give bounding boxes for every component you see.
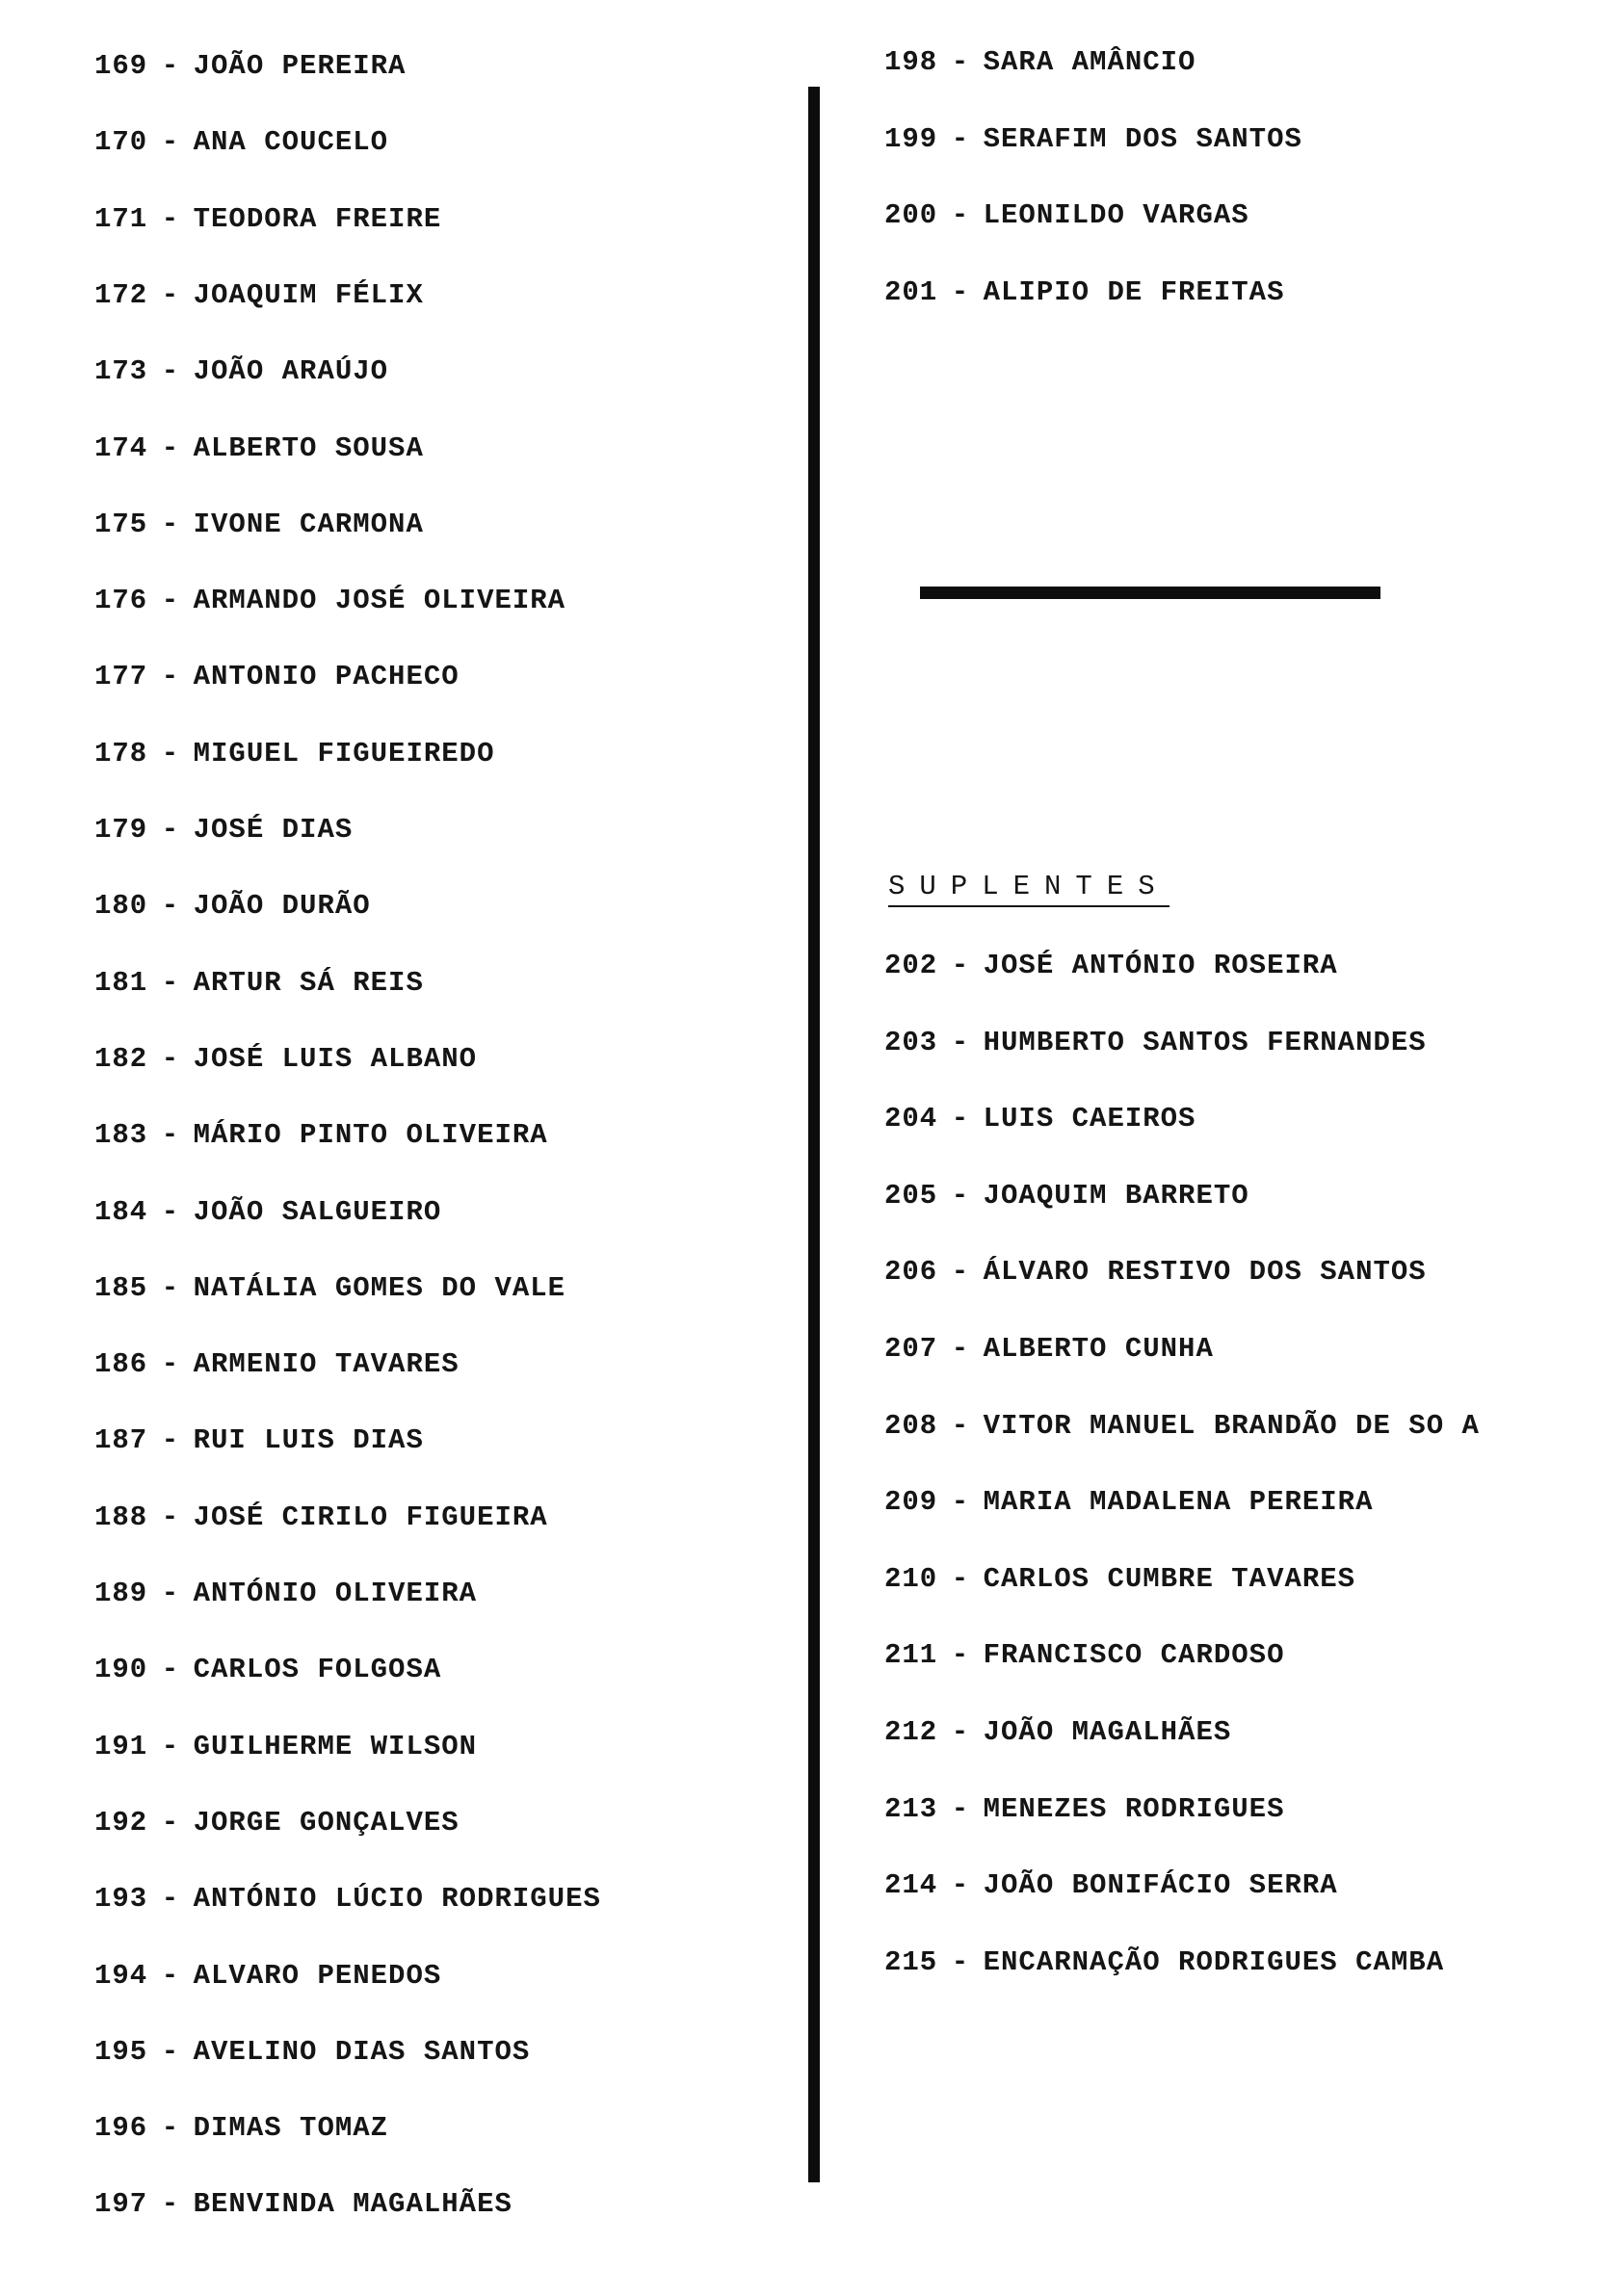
entry-number: 184 <box>94 1195 148 1228</box>
entry-separator: - <box>951 122 970 155</box>
entry-separator: - <box>161 2188 180 2221</box>
entry-name: JOÃO BONIFÁCIO SERRA <box>983 1869 1338 1902</box>
list-item <box>94 890 371 923</box>
list-item <box>884 1869 1338 1902</box>
entry-number: 173 <box>94 355 148 388</box>
entry-name: JOAQUIM FÉLIX <box>193 278 424 311</box>
entry-number: 215 <box>884 1945 938 1978</box>
entry-separator: - <box>161 1959 180 1992</box>
entry-name: SARA AMÂNCIO <box>983 46 1196 78</box>
list-item <box>884 1946 1444 1979</box>
list-item <box>884 199 1249 232</box>
entry-name: JOSÉ ANTÓNIO ROSEIRA <box>983 950 1338 981</box>
entry-name: CARLOS CUMBRE TAVARES <box>983 1562 1356 1595</box>
entry-separator: - <box>161 1195 180 1228</box>
entry-name: JOÃO DURÃO <box>193 890 371 923</box>
entry-number: 212 <box>884 1716 938 1748</box>
entry-separator: - <box>951 950 970 981</box>
entry-name: MARIA MADALENA PEREIRA <box>983 1486 1374 1519</box>
entry-number: 214 <box>884 1869 938 1902</box>
entry-number: 203 <box>884 1026 938 1058</box>
list-item <box>884 276 1284 309</box>
entry-name: AVELINO DIAS SANTOS <box>193 2035 531 2068</box>
entry-name: RUI LUIS DIAS <box>193 1424 424 1457</box>
entry-separator: - <box>161 202 180 235</box>
entry-separator: - <box>161 814 180 846</box>
list-item <box>94 509 424 541</box>
entry-name: JOAQUIM BARRETO <box>983 1179 1249 1212</box>
entry-number: 188 <box>94 1500 148 1533</box>
list-item <box>884 46 1196 79</box>
entry-name: ANA COUCELO <box>193 126 389 159</box>
entry-separator: - <box>161 1348 180 1381</box>
list-item <box>884 1716 1231 1749</box>
entry-separator: - <box>951 1179 970 1212</box>
entry-number: 210 <box>884 1562 938 1595</box>
entry-name: JOSÉ CIRILO FIGUEIRA <box>193 1500 548 1533</box>
entry-separator: - <box>161 1578 180 1609</box>
list-item <box>94 2188 512 2221</box>
list-item <box>94 1883 601 1916</box>
entry-name: MENEZES RODRIGUES <box>983 1792 1285 1825</box>
entry-name: NATÁLIA GOMES DO VALE <box>193 1271 566 1304</box>
entry-separator: - <box>161 1654 180 1686</box>
entry-name: TEODORA FREIRE <box>193 202 442 235</box>
entry-name: LUIS CAEIROS <box>983 1103 1196 1135</box>
entry-number: 181 <box>94 966 148 999</box>
list-item <box>884 1486 1374 1519</box>
list-item <box>94 967 424 1000</box>
entry-number: 202 <box>884 950 938 981</box>
entry-name: ANTÓNIO OLIVEIRA <box>193 1578 478 1609</box>
entry-separator: - <box>161 890 180 923</box>
list-item <box>94 279 424 312</box>
entry-name: MÁRIO PINTO OLIVEIRA <box>193 1119 548 1152</box>
entry-number: 189 <box>94 1578 148 1609</box>
entry-separator: - <box>951 199 970 231</box>
entry-number: 206 <box>884 1256 938 1289</box>
list-item <box>94 585 565 617</box>
entry-name: ALBERTO CUNHA <box>983 1333 1214 1365</box>
entry-number: 179 <box>94 814 148 846</box>
entry-number: 200 <box>884 199 938 231</box>
entry-number: 186 <box>94 1348 148 1381</box>
entry-separator: - <box>161 1042 180 1075</box>
entry-number: 170 <box>94 126 148 159</box>
list-item <box>884 1103 1196 1135</box>
list-item <box>884 1333 1214 1366</box>
suplentes-heading: SUPLENTES <box>888 871 1169 907</box>
entry-separator: - <box>951 1792 970 1825</box>
entry-separator: - <box>161 1424 180 1457</box>
list-item <box>94 2036 530 2069</box>
entry-separator: - <box>951 1333 970 1365</box>
entry-separator: - <box>161 661 180 693</box>
list-item <box>884 1027 1427 1059</box>
entry-name: ANTONIO PACHECO <box>193 661 460 693</box>
entry-number: 197 <box>94 2188 148 2221</box>
entry-separator: - <box>161 278 180 311</box>
entry-separator: - <box>161 1730 180 1762</box>
entry-name: IVONE CARMONA <box>193 508 424 540</box>
entry-separator: - <box>161 126 180 159</box>
list-item <box>94 1043 477 1076</box>
entry-separator: - <box>951 1409 970 1442</box>
entry-number: 199 <box>884 122 938 155</box>
entry-number: 205 <box>884 1179 938 1212</box>
entry-number: 180 <box>94 890 148 923</box>
entry-name: MIGUEL FIGUEIREDO <box>193 737 495 770</box>
entry-number: 208 <box>884 1409 938 1442</box>
entry-separator: - <box>951 1945 970 1978</box>
entry-number: 183 <box>94 1119 148 1152</box>
entry-separator: - <box>161 2035 180 2068</box>
entry-number: 190 <box>94 1654 148 1686</box>
list-item <box>94 1807 460 1839</box>
entry-name: BENVINDA MAGALHÃES <box>193 2188 512 2221</box>
entry-name: ALVARO PENEDOS <box>193 1959 442 1992</box>
entry-separator: - <box>161 1119 180 1152</box>
entry-separator: - <box>951 1256 970 1289</box>
list-item <box>884 1563 1355 1596</box>
entry-name: FRANCISCO CARDOSO <box>983 1639 1285 1672</box>
entry-name: ENCARNAÇÃO RODRIGUES CAMBA <box>983 1945 1445 1978</box>
entry-number: 187 <box>94 1424 148 1457</box>
entry-name: ANTÓNIO LÚCIO RODRIGUES <box>193 1883 601 1916</box>
entry-separator: - <box>951 1026 970 1058</box>
list-item <box>94 1501 548 1534</box>
entry-number: 182 <box>94 1042 148 1075</box>
entry-number: 196 <box>94 2112 148 2145</box>
list-item <box>94 50 406 83</box>
list-item <box>94 432 424 465</box>
entry-name: JOÃO PEREIRA <box>193 50 407 82</box>
entry-number: 185 <box>94 1271 148 1304</box>
entry-name: ALIPIO DE FREITAS <box>983 275 1285 308</box>
column-divider <box>808 87 820 2182</box>
entry-number: 174 <box>94 431 148 464</box>
entry-number: 176 <box>94 585 148 617</box>
entry-name: CARLOS FOLGOSA <box>193 1654 442 1686</box>
entry-number: 198 <box>884 46 938 78</box>
list-item <box>884 1180 1249 1213</box>
entry-number: 195 <box>94 2035 148 2068</box>
list-item <box>884 1639 1284 1672</box>
list-item <box>94 814 353 847</box>
entry-number: 213 <box>884 1792 938 1825</box>
entry-separator: - <box>161 1806 180 1839</box>
list-item <box>94 661 460 693</box>
entry-name: JOÃO SALGUEIRO <box>193 1195 442 1228</box>
entry-name: ARMANDO JOSÉ OLIVEIRA <box>193 585 566 617</box>
entry-name: ÁLVARO RESTIVO DOS SANTOS <box>983 1256 1427 1289</box>
list-item <box>884 950 1338 982</box>
list-item <box>94 1960 441 1993</box>
entry-number: 204 <box>884 1103 938 1135</box>
list-item <box>94 1654 441 1686</box>
entry-separator: - <box>161 1500 180 1533</box>
entry-separator: - <box>951 275 970 308</box>
entry-name: ARMENIO TAVARES <box>193 1348 460 1381</box>
entry-name: ALBERTO SOUSA <box>193 431 424 464</box>
list-item <box>94 1272 565 1305</box>
entry-name: JOSÉ DIAS <box>193 814 354 846</box>
entry-separator: - <box>951 1103 970 1135</box>
entry-name: JORGE GONÇALVES <box>193 1806 460 1839</box>
list-item <box>94 1348 460 1381</box>
entry-separator: - <box>161 431 180 464</box>
entry-separator: - <box>161 50 180 82</box>
entry-name: JOSÉ LUIS ALBANO <box>193 1042 478 1075</box>
entry-name: ARTUR SÁ REIS <box>193 966 424 999</box>
list-item <box>94 1424 424 1457</box>
entry-number: 192 <box>94 1806 148 1839</box>
list-item <box>94 203 441 236</box>
list-item <box>94 2112 388 2145</box>
entry-separator: - <box>161 2112 180 2145</box>
entry-number: 207 <box>884 1333 938 1365</box>
entry-separator: - <box>161 1883 180 1916</box>
entry-name: GUILHERME WILSON <box>193 1730 478 1762</box>
entry-number: 178 <box>94 737 148 770</box>
entry-number: 177 <box>94 661 148 693</box>
entry-name: JOÃO MAGALHÃES <box>983 1716 1232 1748</box>
entry-name: DIMAS TOMAZ <box>193 2112 389 2145</box>
entry-separator: - <box>161 1271 180 1304</box>
list-item <box>884 1410 1480 1443</box>
entry-separator: - <box>951 46 970 78</box>
entry-name: LEONILDO VARGAS <box>983 199 1249 231</box>
entry-separator: - <box>161 508 180 540</box>
entry-separator: - <box>161 966 180 999</box>
list-item <box>884 123 1302 156</box>
entry-separator: - <box>951 1869 970 1902</box>
entry-separator: - <box>951 1639 970 1672</box>
list-item <box>94 1731 477 1763</box>
list-item <box>94 738 494 770</box>
entry-number: 169 <box>94 50 148 82</box>
list-item <box>94 1119 548 1152</box>
entry-separator: - <box>951 1562 970 1595</box>
list-item <box>884 1256 1427 1289</box>
list-item <box>94 1196 441 1229</box>
entry-separator: - <box>161 737 180 770</box>
entry-number: 193 <box>94 1883 148 1916</box>
entry-number: 211 <box>884 1639 938 1672</box>
entry-name: JOÃO ARAÚJO <box>193 355 389 388</box>
list-item <box>94 1578 477 1610</box>
entry-name: SERAFIM DOS SANTOS <box>983 122 1302 155</box>
list-item <box>94 126 388 159</box>
entry-separator: - <box>951 1486 970 1519</box>
entry-name: VITOR MANUEL BRANDÃO DE SO A <box>983 1409 1480 1442</box>
entry-number: 209 <box>884 1486 938 1519</box>
entry-separator: - <box>161 585 180 617</box>
entry-number: 175 <box>94 508 148 540</box>
list-item <box>94 355 388 388</box>
entry-separator: - <box>161 355 180 388</box>
entry-number: 201 <box>884 275 938 308</box>
entry-name: HUMBERTO SANTOS FERNANDES <box>983 1026 1427 1058</box>
entry-number: 191 <box>94 1730 148 1762</box>
section-rule <box>920 587 1380 599</box>
entry-number: 172 <box>94 278 148 311</box>
entry-separator: - <box>951 1716 970 1748</box>
entry-number: 194 <box>94 1959 148 1992</box>
list-item <box>884 1793 1284 1826</box>
entry-number: 171 <box>94 202 148 235</box>
